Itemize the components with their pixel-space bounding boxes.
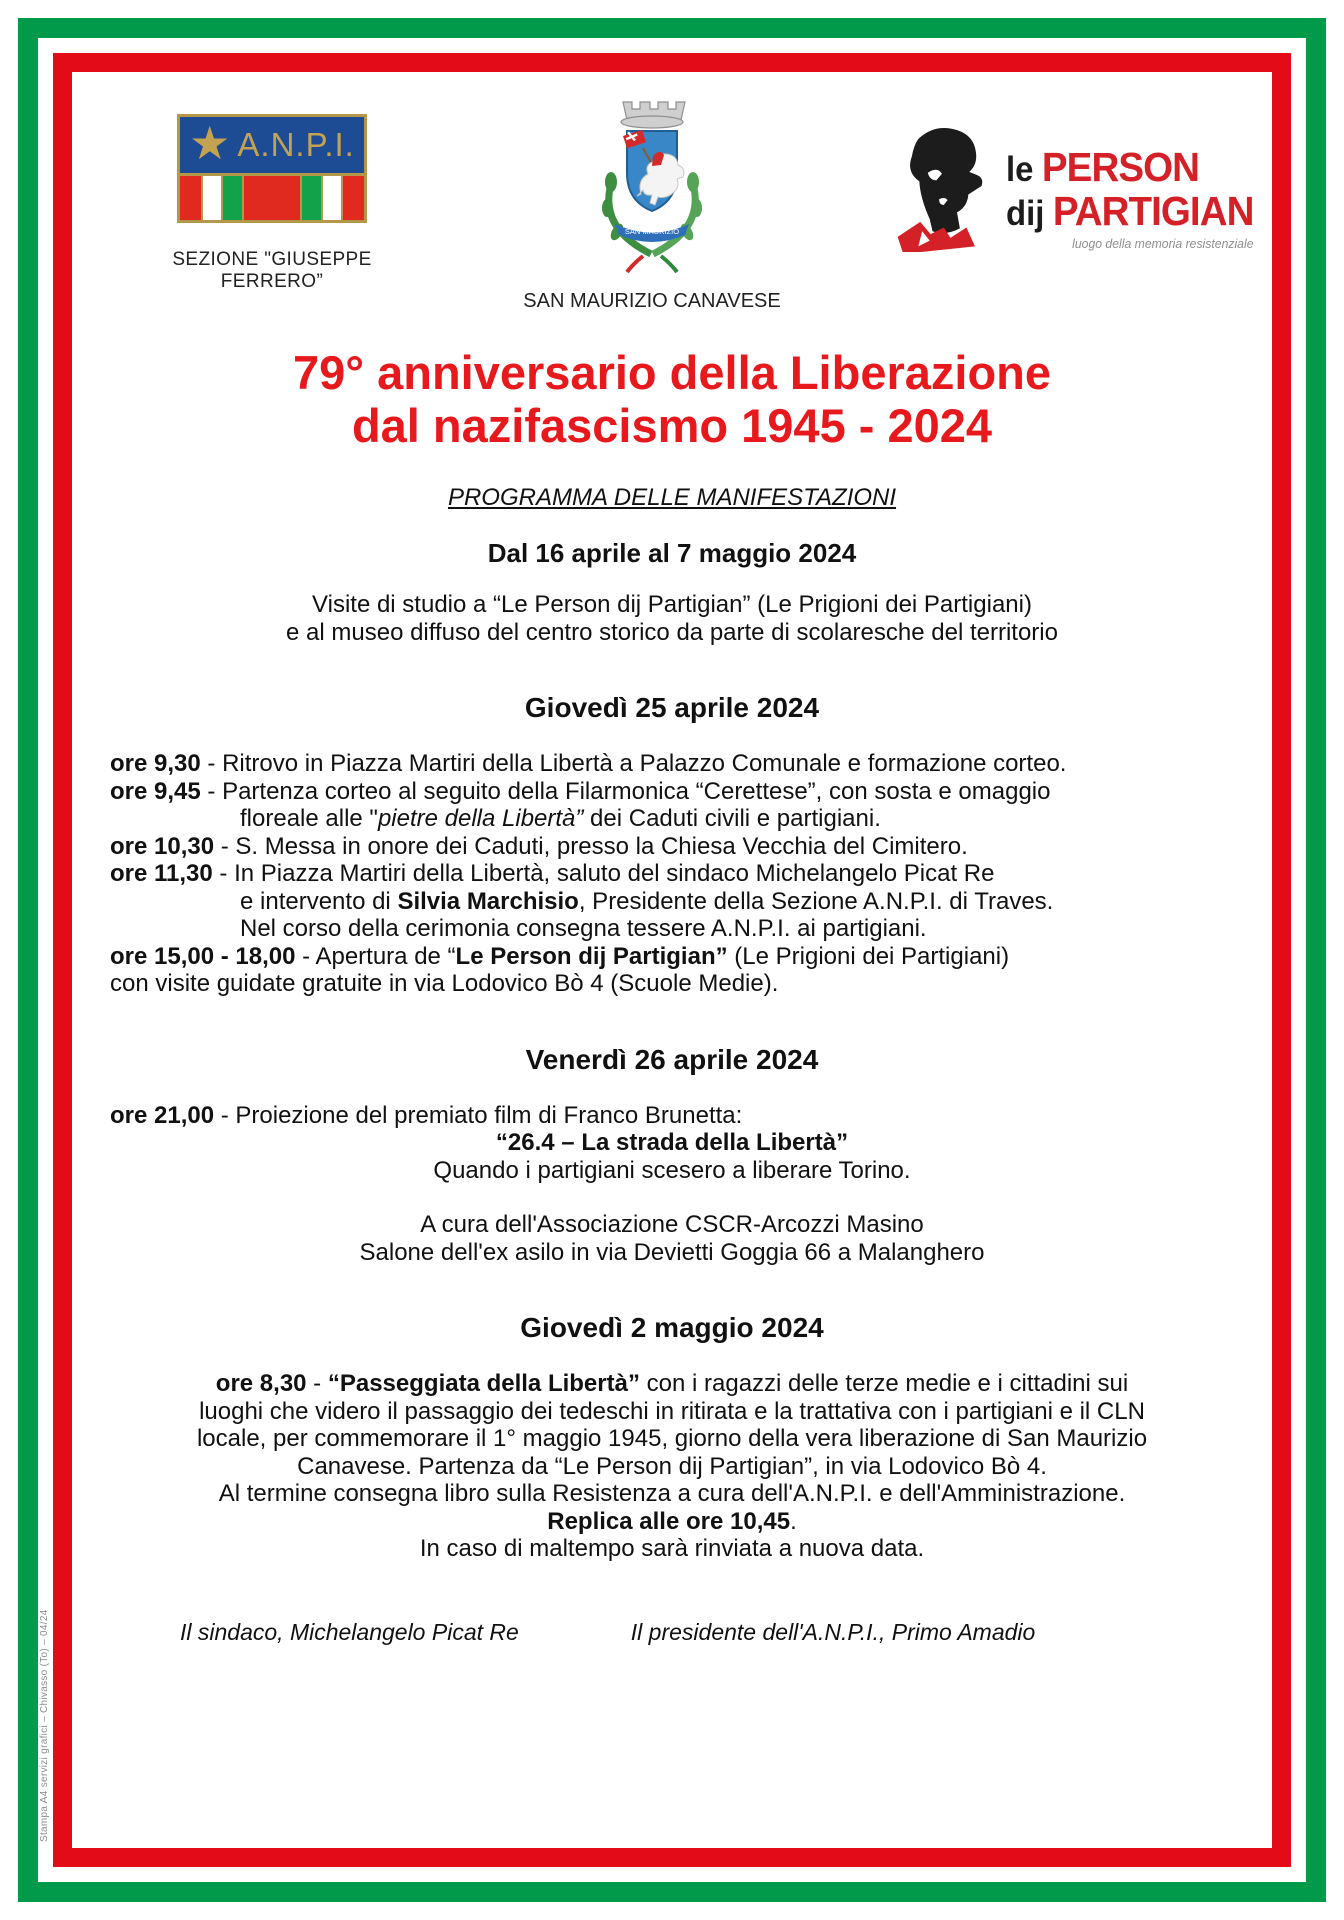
text-segment: - Proiezione del premiato film di Franco Brunetta: xyxy=(214,1101,743,1129)
san-maurizio-coat-of-arms-icon xyxy=(587,98,717,288)
text-segment: Nel corso della cerimonia consegna tessere A.N.P.I. ai partigiani. xyxy=(240,915,927,943)
schedule-line xyxy=(110,943,1234,971)
schedule-line xyxy=(110,833,1234,861)
text-segment: con visite guidate gratuite in via Lodovico Bò 4 (Scuole Medie). xyxy=(110,970,779,998)
text-segment: dei Caduti civili e partigiani. xyxy=(583,805,881,833)
text-segment: - Ritrovo in Piazza Martiri della Libertà a Palazzo Comunale e formazione corteo. xyxy=(200,750,1067,778)
text-segment: - Apertura de “ xyxy=(295,942,456,970)
text-segment: Salone dell'ex asilo in via Devietti Goggia 66 a Malanghero xyxy=(359,1238,985,1266)
section-heading: Giovedì 2 maggio 2024 xyxy=(520,1312,824,1344)
section-heading: Giovedì 25 aprile 2024 xyxy=(524,692,820,724)
anpi-block xyxy=(122,114,422,293)
ribbon-stripe xyxy=(180,176,201,220)
schedule-line xyxy=(110,1157,1234,1185)
museum-tagline: luogo della memoria resistenziale xyxy=(1072,236,1254,251)
schedule-line xyxy=(110,1102,1234,1130)
text-segment: . xyxy=(790,1507,797,1535)
museum-logo-row1 xyxy=(1006,146,1253,190)
ribbon-stripe xyxy=(223,176,242,220)
text-segment: Al termine consegna libro sulla Resistenza a cura dell'A.N.P.I. e dell'Amministrazione. xyxy=(218,1480,1126,1508)
anpi-logo-top xyxy=(180,117,364,176)
text-segment: - Partenza corteo al seguito della Filarmonica “Cerettese”, con sosta e omaggio xyxy=(200,777,1051,805)
schedule-line xyxy=(110,591,1234,619)
program-sections xyxy=(110,538,1234,1563)
schedule-line xyxy=(110,1508,1234,1536)
section-body xyxy=(110,1370,1234,1563)
text-segment: , Presidente della Sezione A.N.P.I. di Traves. xyxy=(578,887,1054,915)
text-segment: Replica alle ore 10,45 xyxy=(547,1507,791,1535)
museum-word-le: le xyxy=(1006,150,1034,189)
text-segment: (Le Prigioni dei Partigiani) xyxy=(727,942,1010,970)
text-segment: In caso di maltempo sarà rinviata a nuova data. xyxy=(419,1535,925,1563)
text-segment: Quando i partigiani scesero a liberare Torino. xyxy=(433,1156,911,1184)
text-segment: Visite di studio a “Le Person dij Partigian” (Le Prigioni dei Partigiani) xyxy=(312,591,1032,619)
svg-text:SAN MAURIZIO: SAN MAURIZIO xyxy=(624,227,680,236)
text-segment: ore 21,00 xyxy=(110,1101,215,1129)
schedule-line xyxy=(110,970,1234,998)
museum-logo-block xyxy=(882,120,1254,252)
schedule-line xyxy=(110,750,1234,778)
schedule-line xyxy=(110,1453,1234,1481)
schedule-line xyxy=(110,805,1234,833)
comune-name: SAN MAURIZIO CANAVESE xyxy=(523,290,781,312)
schedule-line xyxy=(110,1535,1234,1563)
text-segment: Canavese. Partenza da “Le Person dij Partigian”, in via Lodovico Bò 4. xyxy=(297,1452,1047,1480)
schedule-line xyxy=(110,1398,1234,1426)
signature-mayor: Il sindaco, Michelangelo Picat Re xyxy=(180,1618,519,1645)
anpi-tricolore-ribbon xyxy=(180,176,364,220)
ribbon-stripe xyxy=(343,176,364,220)
schedule-line xyxy=(110,888,1234,916)
ribbon-stripe xyxy=(244,176,300,220)
text-segment: con i ragazzi delle terze medie e i cittadini sui xyxy=(639,1370,1129,1398)
text-segment: pietre della Libertà” xyxy=(377,805,584,833)
print-credit: Stampa A4 servizi grafici – Chivasso (To) – 04/24 xyxy=(39,1609,50,1842)
text-segment: “Passeggiata della Libertà” xyxy=(327,1370,640,1398)
text-segment: locale, per commemorare il 1° maggio 1945, giorno della vera liberazione di San Maurizio xyxy=(196,1425,1148,1453)
text-segment: ore 9,30 xyxy=(110,750,201,778)
text-segment: ore 10,30 xyxy=(110,832,215,860)
text-segment: - In Piazza Martiri della Libertà, saluto del sindaco Michelangelo Picat Re xyxy=(212,860,995,888)
museum-word-dij: dij xyxy=(1006,193,1045,233)
schedule-line xyxy=(110,1425,1234,1453)
ribbon-stripe xyxy=(323,176,341,220)
text-segment: “26.4 – La strada della Libertà” xyxy=(495,1129,849,1157)
schedule-line xyxy=(110,1370,1234,1398)
museum-word-partigian: PARTIGIAN xyxy=(1052,187,1254,234)
schedule-line xyxy=(110,778,1234,806)
ribbon-stripe xyxy=(203,176,221,220)
section-body xyxy=(110,1102,1234,1267)
text-segment: ore 9,45 xyxy=(110,777,201,805)
schedule-line xyxy=(110,1480,1234,1508)
poster-title-line2: dal nazifascismo 1945 - 2024 xyxy=(351,399,993,453)
section-body xyxy=(110,591,1234,646)
text-segment: - S. Messa in onore dei Caduti, presso la Chiesa Vecchia del Cimitero. xyxy=(214,832,968,860)
header-logos xyxy=(110,98,1254,318)
text-segment: Le Person dij Partigian” xyxy=(455,942,728,970)
text-segment: ore 15,00 - 18,00 xyxy=(110,942,296,970)
comune-block xyxy=(492,98,812,313)
schedule-line xyxy=(110,860,1234,888)
text-segment: floreale alle " xyxy=(240,805,378,833)
text-segment: e al museo diffuso del centro storico da parte di scolaresche del territorio xyxy=(286,618,1058,646)
schedule-line xyxy=(110,1239,1234,1267)
section-body xyxy=(110,750,1234,998)
poster-content xyxy=(72,72,1272,1848)
text-segment: luoghi che videro il passaggio dei tedeschi in ritirata e la trattativa con i partigiani e il CLN xyxy=(199,1397,1145,1425)
text-segment: e intervento di xyxy=(240,887,398,915)
partisan-silhouette-icon xyxy=(882,120,1000,252)
section-heading: Venerdì 26 aprile 2024 xyxy=(525,1043,819,1075)
poster-title-line1: 79° anniversario della Liberazione xyxy=(292,346,1052,399)
section-heading: Dal 16 aprile al 7 maggio 2024 xyxy=(487,538,857,569)
text-segment: ore 11,30 xyxy=(110,860,213,888)
anpi-star-icon: ★ xyxy=(189,117,231,169)
schedule-line xyxy=(110,1211,1234,1239)
schedule-line xyxy=(110,1129,1234,1157)
anpi-acronym: A.N.P.I. xyxy=(237,126,355,163)
museum-word-person: PERSON xyxy=(1041,144,1200,190)
program-header: PROGRAMMA DELLE MANIFESTAZIONI xyxy=(447,484,897,512)
anpi-section-label: SEZIONE "GIUSEPPE FERRERO” xyxy=(172,249,372,292)
schedule-line xyxy=(110,1184,1234,1211)
ribbon-stripe xyxy=(302,176,321,220)
text-segment: - xyxy=(306,1370,328,1398)
museum-logo-words xyxy=(1006,146,1253,252)
text-segment: Silvia Marchisio xyxy=(397,887,579,915)
signature-anpi-president: Il presidente dell'A.N.P.I., Primo Amadio xyxy=(630,1618,1036,1645)
text-segment: A cura dell'Associazione CSCR-Arcozzi Masino xyxy=(420,1211,924,1239)
signatures xyxy=(110,1619,1234,1646)
schedule-line xyxy=(110,915,1234,943)
schedule-line xyxy=(110,619,1234,647)
anpi-logo xyxy=(177,114,367,223)
museum-logo-row2 xyxy=(1006,187,1254,234)
text-segment: ore 8,30 xyxy=(215,1370,307,1398)
poster-title xyxy=(110,346,1234,452)
